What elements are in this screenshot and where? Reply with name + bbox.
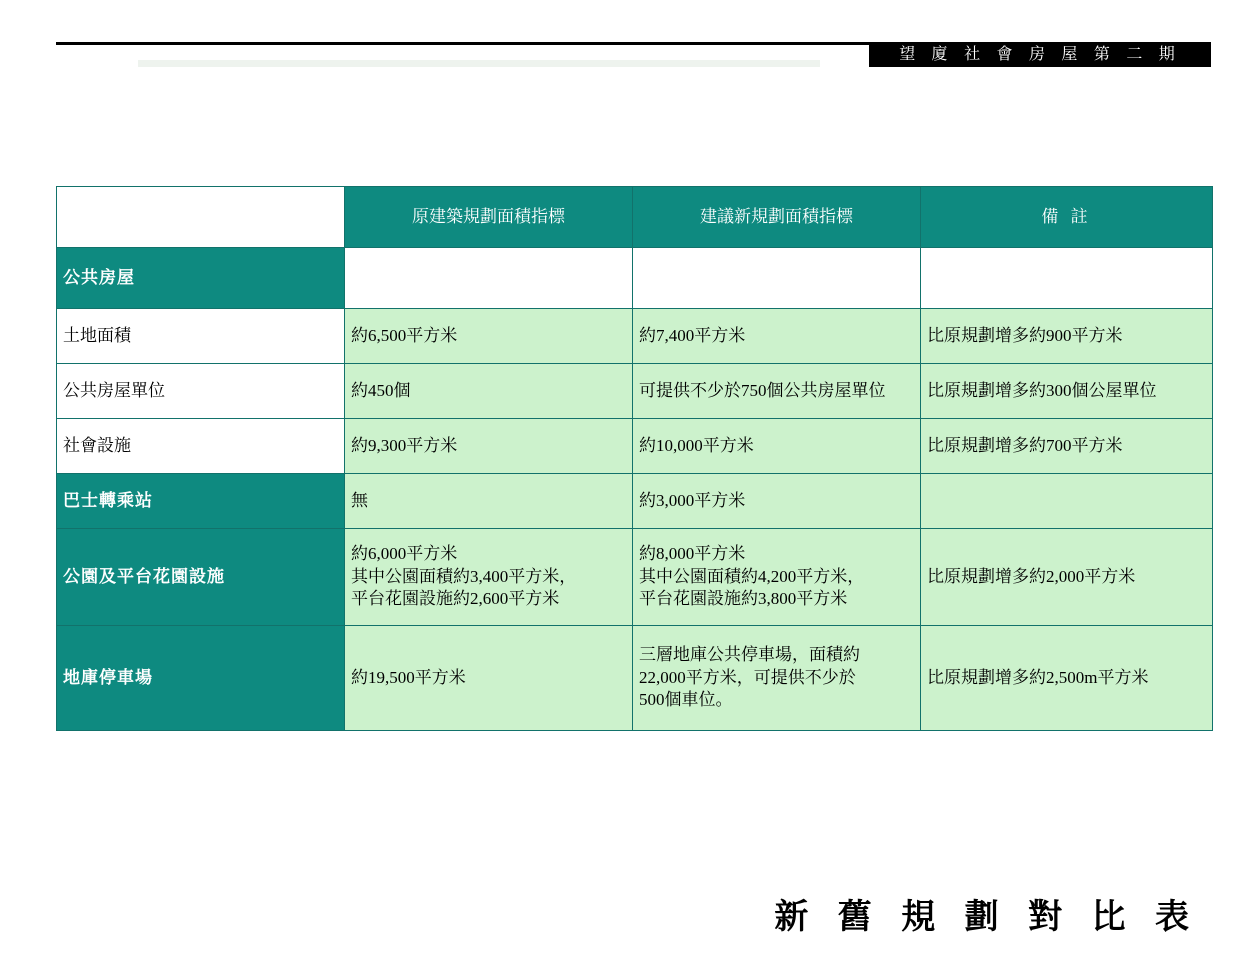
cell-original (345, 529, 633, 626)
table-row (57, 626, 1213, 731)
cell-line: 約8,000平方米 (639, 544, 746, 564)
table-row (57, 364, 1213, 419)
cell-original: 約9,300平方米 (345, 419, 633, 474)
cell-line: 約6,000平方米 (351, 544, 458, 564)
row-label-housing-units: 公共房屋單位 (57, 364, 345, 419)
cell-note: 比原規劃增多約2,000平方米 (921, 529, 1213, 626)
header-badge: 望 廈 社 會 房 屋 第 二 期 (869, 42, 1211, 67)
cell-proposed: 約3,000平方米 (633, 474, 921, 529)
row-label-basement-carpark: 地庫停車場 (57, 626, 345, 731)
cell-note: 比原規劃增多約2,500m平方米 (921, 626, 1213, 731)
header-cell-blank (57, 187, 345, 248)
page-title: 新 舊 規 劃 對 比 表 (774, 898, 1199, 936)
cell-proposed: 約10,000平方米 (633, 419, 921, 474)
row-label-social-facilities: 社會設施 (57, 419, 345, 474)
cell-line: 三層地庫公共停車場，面積約 (639, 645, 860, 665)
cell-line: 平台花園設施約2,600平方米 (351, 589, 560, 609)
cell-proposed: 約7,400平方米 (633, 309, 921, 364)
cell-note: 比原規劃增多約300個公屋單位 (921, 364, 1213, 419)
table-row (57, 248, 1213, 309)
cell-line: 22,000平方米，可提供不少於 (639, 667, 856, 687)
header-cell-note: 備 註 (921, 187, 1213, 248)
cell-note: 比原規劃增多約900平方米 (921, 309, 1213, 364)
row-label-bus-interchange: 巴士轉乘站 (57, 474, 345, 529)
table-row (57, 474, 1213, 529)
header-accent-bar (138, 60, 820, 67)
cell-note: 比原規劃增多約700平方米 (921, 419, 1213, 474)
cell-proposed (633, 626, 921, 731)
header-cell-proposed: 建議新規劃面積指標 (633, 187, 921, 248)
cell-original: 約6,500平方米 (345, 309, 633, 364)
cell-line: 平台花園設施約3,800平方米 (639, 589, 848, 609)
cell-original: 無 (345, 474, 633, 529)
cell-proposed: 可提供不少於750個公共房屋單位 (633, 364, 921, 419)
comparison-table-wrapper (56, 186, 1212, 731)
cell-line: 500個車位。 (639, 690, 733, 710)
table-header-row (57, 187, 1213, 248)
cell-line: 其中公園面積約3,400平方米， (351, 566, 577, 586)
row-label-land-area: 土地面積 (57, 309, 345, 364)
cell-original (345, 248, 633, 309)
cell-proposed (633, 529, 921, 626)
cell-note (921, 248, 1213, 309)
comparison-table (56, 186, 1213, 731)
table-row (57, 529, 1213, 626)
cell-proposed (633, 248, 921, 309)
header-cell-original: 原建築規劃面積指標 (345, 187, 633, 248)
row-label-park-podium-garden: 公園及平台花園設施 (57, 529, 345, 626)
cell-original: 約19,500平方米 (345, 626, 633, 731)
cell-original: 約450個 (345, 364, 633, 419)
row-label-public-housing: 公共房屋 (57, 248, 345, 309)
cell-note (921, 474, 1213, 529)
table-row (57, 309, 1213, 364)
cell-line: 其中公園面積約4,200平方米， (639, 566, 865, 586)
table-row (57, 419, 1213, 474)
